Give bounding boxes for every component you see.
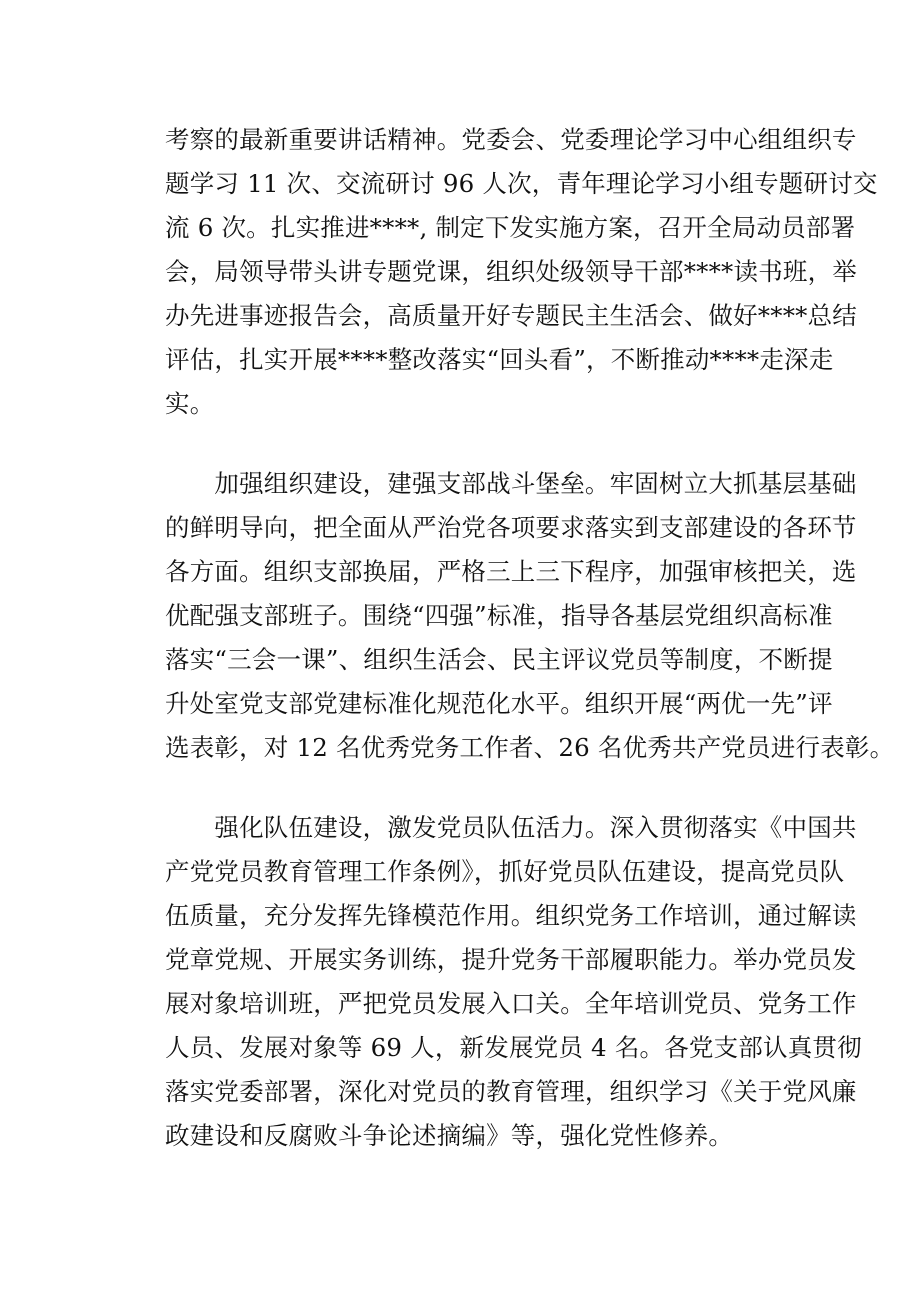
text-line: 评估，扎实开展****整改落实“回头看”，不断推动****走深走 [165,345,834,374]
text-line: 政建设和反腐败斗争论述摘编》等，强化党性修养。 [165,1121,734,1150]
text-line: 实。 [165,389,215,418]
text-line: 强化队伍建设，激发党员队伍活力。深入贯彻落实《中国共 [165,813,857,842]
text-line: 展对象培训班，严把党员发展入口关。全年培训党员、党务工作 [165,989,857,1018]
text-line: 各方面。组织支部换届，严格三上三下程序，加强审核把关，选 [165,557,857,586]
text-line: 流 6 次。扎实推进****, 制定下发实施方案，召开全局动员部署 [165,213,856,242]
text-line: 伍质量，充分发挥先锋模范作用。组织党务工作培训，通过解读 [165,901,857,930]
text-line: 考察的最新重要讲话精神。党委会、党委理论学习中心组组织专 [165,125,857,154]
text-line: 落实“三会一课”、组织生活会、民主评议党员等制度，不断提 [165,645,833,674]
paragraph-theory-study [165,118,878,426]
text-line: 题学习 11 次、交流研讨 96 人次，青年理论学习小组专题研讨交 [165,169,878,198]
text-line: 办先进事迹报告会，高质量开好专题民主生活会、做好****总结 [165,301,857,330]
text-line: 落实党委部署，深化对党员的教育管理，组织学习《关于党风廉 [165,1077,857,1106]
text-line: 优配强支部班子。围绕“四强”标准，指导各基层党组织高标准 [165,601,833,630]
text-line: 会，局领导带头讲专题党课，组织处级领导干部****读书班，举 [165,257,857,286]
text-line: 选表彰，对 12 名优秀党务工作者、26 名优秀共产党员进行表彰。 [165,733,895,762]
paragraph-team-building [165,806,862,1158]
paragraph-organization-building [165,462,895,770]
text-line: 人员、发展对象等 69 人，新发展党员 4 名。各党支部认真贯彻 [165,1033,862,1062]
text-line: 产党党员教育管理工作条例》，抓好党员队伍建设，提高党员队 [165,857,845,886]
text-line: 升处室党支部党建标准化规范化水平。组织开展“两优一先”评 [165,689,833,718]
text-line: 加强组织建设，建强支部战斗堡垒。牢固树立大抓基层基础 [165,469,857,498]
text-line: 党章党规、开展实务训练，提升党务干部履职能力。举办党员发 [165,945,857,974]
text-line: 的鲜明导向，把全面从严治党各项要求落实到支部建设的各环节 [165,513,857,542]
